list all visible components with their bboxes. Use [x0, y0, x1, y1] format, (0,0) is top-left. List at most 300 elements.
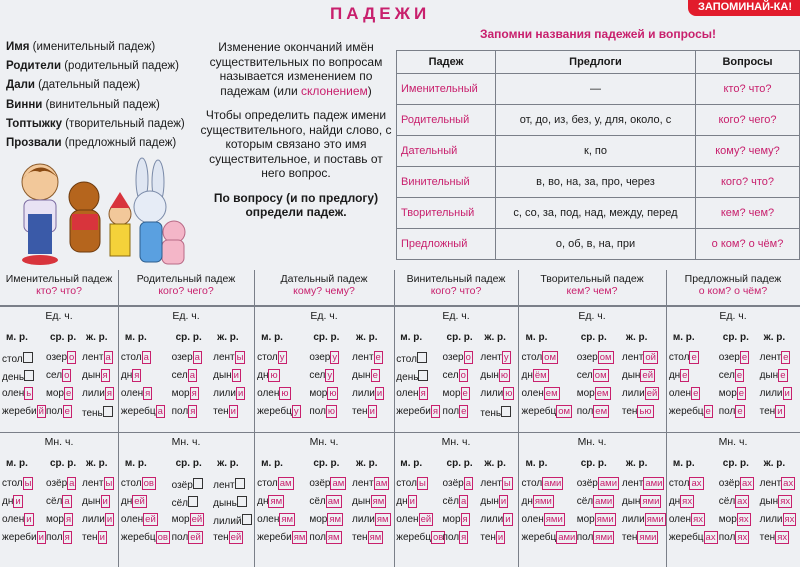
- word-form: [522, 514, 565, 525]
- word-ending: ям: [270, 496, 283, 507]
- word-ending: ом: [558, 406, 571, 417]
- cell-questions: кем? чем?: [696, 198, 800, 229]
- word-form: [172, 406, 198, 417]
- word-row: [666, 370, 800, 388]
- word-ending: е: [64, 406, 70, 417]
- word-form: [480, 496, 508, 507]
- cell-prepositions: с, со, за, под, над, между, перед: [496, 198, 696, 229]
- word-ending: е: [737, 406, 743, 417]
- plural-label: Мн. ч.: [171, 436, 201, 448]
- word-ending: ем: [596, 388, 609, 399]
- word-form: [257, 406, 300, 417]
- bunny-body: [140, 222, 162, 262]
- word-ending: ов: [143, 478, 154, 489]
- word-ending: ей: [145, 514, 156, 525]
- word-row: [394, 514, 518, 532]
- word-ending: и: [784, 388, 790, 399]
- word-ending: ей: [134, 496, 145, 507]
- word-stem: лили: [480, 514, 504, 525]
- word-ending: ь: [26, 388, 32, 399]
- word-stem: дын: [352, 496, 371, 507]
- word-ending: и: [15, 496, 21, 507]
- word-form: [622, 352, 658, 363]
- word-ending: е: [682, 370, 688, 381]
- word-ending: ям: [293, 532, 306, 543]
- word-row: [254, 388, 394, 406]
- word-stem: пол: [576, 406, 594, 417]
- gender-label: ж. р.: [625, 458, 648, 469]
- word-stem: день: [396, 372, 419, 383]
- word-ending: ах: [783, 478, 794, 489]
- word-ending: ю: [270, 370, 278, 381]
- word-stem: лент: [759, 352, 782, 363]
- word-form: [719, 352, 749, 363]
- word-ending: и: [237, 388, 244, 399]
- word-ending: ю: [281, 388, 289, 399]
- case-question: кем? чем?: [566, 284, 618, 297]
- mnemonic-key: Имя: [6, 41, 30, 53]
- word-stem: стол: [2, 478, 23, 489]
- gender-label: ж. р.: [217, 458, 239, 469]
- word-form: [480, 352, 510, 363]
- word-row: [518, 514, 666, 532]
- word-stem: дн: [257, 370, 269, 381]
- word-row: [394, 352, 518, 370]
- word-form: [669, 352, 699, 363]
- case-column-header: [666, 270, 800, 306]
- empty-ending-box: [418, 370, 428, 381]
- plural-label: Мн. ч.: [718, 436, 748, 448]
- header-case: Падеж: [397, 51, 496, 74]
- gender-label: м. р.: [672, 458, 695, 469]
- bear-head: [69, 182, 99, 212]
- word-row: [0, 514, 118, 532]
- word-stem: лент: [759, 478, 782, 489]
- word-stem: тен: [352, 406, 368, 417]
- word-form: [443, 496, 469, 507]
- word-form: [577, 352, 614, 363]
- word-stem: дн: [396, 496, 408, 507]
- word-row: [0, 388, 118, 406]
- word-stem: мор: [442, 514, 461, 525]
- pinocchio-hat: [110, 192, 130, 208]
- word-row: [0, 478, 118, 496]
- explanation-highlight: склонением: [301, 83, 368, 98]
- gender-label: м. р.: [6, 332, 28, 343]
- word-ending: ам: [375, 478, 388, 489]
- case-column-header: [394, 270, 518, 306]
- word-form: [760, 514, 797, 525]
- word-form: [257, 496, 284, 507]
- empty-ending-box: [103, 406, 113, 417]
- word-stem: тен: [621, 406, 638, 417]
- word-row: [0, 406, 118, 424]
- word-form: [443, 406, 469, 417]
- word-form: [396, 406, 440, 417]
- word-row: [0, 352, 118, 370]
- word-ending: у: [503, 352, 509, 363]
- word-stem: тен: [213, 532, 229, 543]
- word-stem: тен: [480, 532, 496, 543]
- gender-label: ж. р.: [625, 332, 648, 343]
- word-form: [522, 352, 558, 363]
- word-form: [172, 532, 203, 543]
- word-form: [172, 388, 199, 399]
- word-ending: ы: [236, 352, 244, 363]
- cell-case: Дательный: [397, 136, 496, 167]
- word-form: [82, 478, 114, 489]
- word-row: [666, 352, 800, 370]
- word-form: [2, 532, 46, 543]
- word-stem: дын: [82, 496, 101, 507]
- word-row: [394, 478, 518, 496]
- case-name: Родительный падеж: [136, 273, 236, 285]
- word-ending: е: [738, 388, 745, 399]
- word-form: [82, 532, 107, 543]
- empty-ending-box: [235, 478, 245, 489]
- word-stem: лили: [352, 388, 375, 399]
- word-form: [257, 388, 290, 399]
- mnemonic-case: (именительный падеж): [29, 41, 156, 53]
- singular-label: Ед. ч.: [310, 310, 338, 322]
- word-stem: жеребц: [396, 532, 432, 543]
- word-form: [352, 406, 377, 417]
- word-row: [254, 370, 394, 388]
- case-question: кто? что?: [36, 284, 82, 297]
- word-form: [309, 514, 343, 525]
- gender-label: м. р.: [400, 458, 423, 469]
- word-stem: мор: [171, 514, 190, 525]
- separator: [394, 306, 518, 307]
- word-stem: пол: [46, 406, 63, 417]
- explanation-p1-end: ): [367, 83, 372, 98]
- word-form: [46, 406, 72, 417]
- word-row: [518, 532, 666, 550]
- word-form: [669, 514, 705, 525]
- word-form: [480, 532, 505, 543]
- word-ending: ям: [372, 496, 385, 507]
- word-ending: ей: [646, 388, 658, 399]
- questions-table-row: [397, 167, 800, 198]
- word-ending: а: [194, 352, 200, 363]
- gender-label: м. р.: [525, 458, 548, 469]
- cell-questions: кого? чего?: [696, 105, 800, 136]
- case-question: кому? чему?: [293, 284, 355, 297]
- questions-table-row: [397, 74, 800, 105]
- case-column-header: [0, 270, 118, 306]
- word-ending: ю: [505, 388, 513, 399]
- word-stem: сёл: [309, 496, 326, 507]
- word-ending: и: [500, 496, 507, 507]
- word-form: [719, 514, 751, 525]
- word-stem: мор: [46, 388, 64, 399]
- word-ending: а: [465, 478, 471, 489]
- word-form: [760, 388, 792, 399]
- word-form: [522, 478, 564, 489]
- word-ending: у: [279, 352, 285, 363]
- cell-prepositions: в, во, на, за, про, через: [496, 167, 696, 198]
- word-form: [480, 514, 512, 525]
- word-form: [121, 370, 142, 381]
- word-form: [46, 478, 76, 489]
- word-stem: стол: [396, 478, 417, 489]
- word-form: [522, 532, 578, 543]
- word-row: [254, 478, 394, 496]
- word-ending: ями: [545, 514, 563, 525]
- word-form: [46, 352, 76, 363]
- word-stem: пол: [576, 532, 594, 543]
- word-stem: лили: [480, 388, 504, 399]
- word-row: [254, 496, 394, 514]
- word-form: [2, 478, 33, 489]
- word-stem: пол: [718, 532, 736, 543]
- word-stem: мор: [576, 388, 595, 399]
- word-ending: ей: [230, 532, 242, 543]
- word-stem: озер: [46, 352, 68, 363]
- word-form: [622, 478, 665, 489]
- gender-label: ж. р.: [763, 332, 786, 343]
- word-ending: а: [143, 352, 149, 363]
- word-ending: е: [741, 352, 748, 363]
- word-form: [121, 514, 158, 525]
- word-stem: озер: [718, 352, 740, 363]
- word-stem: пол: [171, 532, 189, 543]
- word-stem: олен: [2, 514, 25, 525]
- word-form: [480, 478, 512, 489]
- word-stem: мор: [718, 514, 737, 525]
- gender-label: ср. р.: [580, 332, 607, 343]
- cell-case: Именительный: [397, 74, 496, 105]
- singular-label: Ед. ч.: [719, 310, 747, 322]
- word-stem: сёл: [171, 498, 189, 509]
- empty-ending-box: [23, 352, 33, 363]
- word-row: [0, 496, 118, 514]
- word-ending: ях: [738, 514, 749, 525]
- word-row: [518, 496, 666, 514]
- word-row: [666, 388, 800, 406]
- word-form: [396, 496, 417, 507]
- word-row: [0, 532, 118, 550]
- case-name: Дательный падеж: [280, 273, 368, 285]
- word-form: [82, 496, 110, 507]
- word-stem: лент: [352, 352, 374, 363]
- word-ending: и: [497, 532, 504, 543]
- word-ending: ям: [376, 514, 389, 525]
- word-stem: пол: [442, 532, 460, 543]
- cell-questions: о ком? о чём?: [696, 229, 800, 260]
- case-column: [666, 270, 800, 567]
- gender-label: м. р.: [124, 332, 147, 343]
- word-form: [2, 406, 46, 417]
- word-form: [760, 406, 785, 417]
- separator: [0, 306, 118, 307]
- plural-label: Мн. ч.: [577, 436, 607, 448]
- mnemonic-case: (предложный падеж): [61, 137, 177, 150]
- word-ending: а: [157, 406, 163, 417]
- separator: [394, 432, 518, 433]
- word-stem: тень: [480, 408, 502, 419]
- word-ending: ю: [327, 406, 336, 417]
- word-stem: дн: [257, 496, 269, 507]
- word-form: [669, 388, 701, 399]
- word-ending: ами: [645, 478, 663, 489]
- word-form: [719, 388, 746, 399]
- word-ending: ей: [191, 514, 203, 525]
- word-form: [121, 406, 165, 417]
- word-form: [46, 496, 72, 507]
- singular-label: Ед. ч.: [578, 310, 606, 322]
- word-row: [666, 406, 800, 424]
- word-stem: озер: [442, 352, 464, 363]
- mnemonic-line: [6, 76, 196, 95]
- cell-questions: кого? что?: [696, 167, 800, 198]
- word-form: [443, 514, 470, 525]
- word-ending: ов: [157, 532, 168, 543]
- word-row: [254, 352, 394, 370]
- word-form: [121, 496, 147, 507]
- word-stem: жереби: [396, 406, 431, 417]
- word-ending: ей: [642, 370, 653, 381]
- word-ending: и: [777, 406, 783, 417]
- word-ending: я: [66, 514, 72, 525]
- word-ending: ом: [599, 352, 612, 363]
- word-row: [118, 352, 254, 370]
- word-ending: ах: [741, 478, 752, 489]
- word-row: [666, 496, 800, 514]
- word-form: [352, 532, 383, 543]
- word-stem: жереби: [257, 532, 292, 543]
- word-ending: ю: [500, 370, 509, 381]
- word-row: [666, 478, 800, 496]
- word-ending: о: [465, 352, 471, 363]
- word-ending: ы: [418, 478, 426, 489]
- word-form: [622, 514, 666, 525]
- word-form: [172, 352, 202, 363]
- explanation-paragraph-3: По вопросу (и по предлогу) определи падеж.: [213, 190, 379, 219]
- word-stem: сёл: [718, 496, 736, 507]
- word-form: [213, 388, 245, 399]
- word-form: [46, 370, 71, 381]
- word-form: [669, 496, 694, 507]
- word-ending: е: [66, 388, 72, 399]
- word-ending: и: [376, 388, 383, 399]
- singular-label: Ед. ч.: [172, 310, 200, 322]
- word-row: [254, 406, 394, 424]
- word-stem: сёл: [442, 496, 459, 507]
- word-stem: лили: [621, 388, 645, 399]
- word-row: [118, 406, 254, 424]
- word-stem: жеребц: [521, 406, 557, 417]
- word-form: [309, 352, 339, 363]
- word-row: [394, 406, 518, 424]
- word-stem: пол: [46, 532, 63, 543]
- word-ending: а: [105, 352, 111, 363]
- word-stem: жеребц: [120, 532, 156, 543]
- word-stem: озёр: [718, 478, 740, 489]
- word-row: [118, 370, 254, 388]
- cell-case: Винительный: [397, 167, 496, 198]
- word-ending: я: [64, 532, 70, 543]
- word-ending: ам: [279, 478, 292, 489]
- word-ending: ями: [639, 532, 657, 543]
- word-stem: лент: [82, 352, 104, 363]
- word-form: [352, 370, 380, 381]
- word-ending: ях: [693, 514, 703, 525]
- word-form: [121, 532, 170, 543]
- gender-label: ж. р.: [217, 332, 239, 343]
- word-form: [522, 496, 554, 507]
- word-stem: тен: [759, 406, 776, 417]
- word-form: [522, 370, 549, 381]
- word-ending: е: [736, 370, 743, 381]
- separator: [254, 432, 394, 433]
- word-ending: и: [99, 532, 105, 543]
- word-form: [760, 532, 789, 543]
- boy-shoes: [22, 255, 58, 265]
- word-ending: о: [460, 370, 466, 381]
- mnemonic-key: Топтыжку: [6, 117, 63, 130]
- word-form: [309, 388, 338, 399]
- word-stem: озёр: [442, 478, 464, 489]
- word-form: [622, 406, 654, 417]
- word-stem: озёр: [171, 480, 193, 491]
- cell-questions: кому? чему?: [696, 136, 800, 167]
- word-form: [669, 478, 704, 489]
- word-ending: ями: [646, 514, 664, 525]
- word-form: [82, 514, 114, 525]
- gender-label: ж. р.: [86, 458, 108, 469]
- word-ending: ах: [691, 478, 702, 489]
- word-stem: дын: [352, 370, 371, 381]
- word-ending: ом: [594, 370, 607, 381]
- mnemonic-line: [6, 38, 196, 57]
- mnemonic-case: (винительный падеж): [42, 98, 160, 111]
- word-form: [172, 496, 198, 509]
- word-form: [577, 532, 615, 543]
- word-ending: я: [461, 532, 467, 543]
- word-stem: стол: [668, 352, 690, 363]
- word-row: [518, 370, 666, 388]
- word-form: [309, 478, 346, 489]
- gender-label: ср. р.: [175, 458, 202, 469]
- word-ending: и: [233, 370, 239, 381]
- word-stem: пол: [309, 406, 326, 417]
- questions-table: [396, 50, 800, 260]
- mnemonic-case: (дательный падеж): [34, 79, 141, 92]
- gender-label: ж. р.: [356, 332, 378, 343]
- questions-table-title: Запомни названия падежей и вопросы!: [479, 27, 717, 41]
- word-stem: жеребц: [668, 532, 704, 543]
- word-form: [396, 532, 445, 543]
- declension-grid: [0, 270, 800, 567]
- word-stem: дын: [621, 496, 641, 507]
- word-ending: е: [372, 370, 378, 381]
- word-ending: ы: [24, 478, 32, 489]
- gender-label: ср. р.: [722, 332, 749, 343]
- cell-prepositions: о, об, в, на, при: [496, 229, 696, 260]
- word-ending: ям: [329, 514, 341, 525]
- word-stem: стол: [120, 478, 142, 489]
- word-ending: и: [505, 514, 511, 525]
- separator: [666, 306, 800, 307]
- word-form: [522, 406, 573, 417]
- word-stem: жеребц: [257, 406, 292, 417]
- word-stem: дн: [521, 370, 533, 381]
- word-form: [309, 532, 341, 543]
- word-ending: у: [327, 370, 333, 381]
- gender-label: ср. р.: [313, 332, 340, 343]
- word-form: [719, 496, 749, 507]
